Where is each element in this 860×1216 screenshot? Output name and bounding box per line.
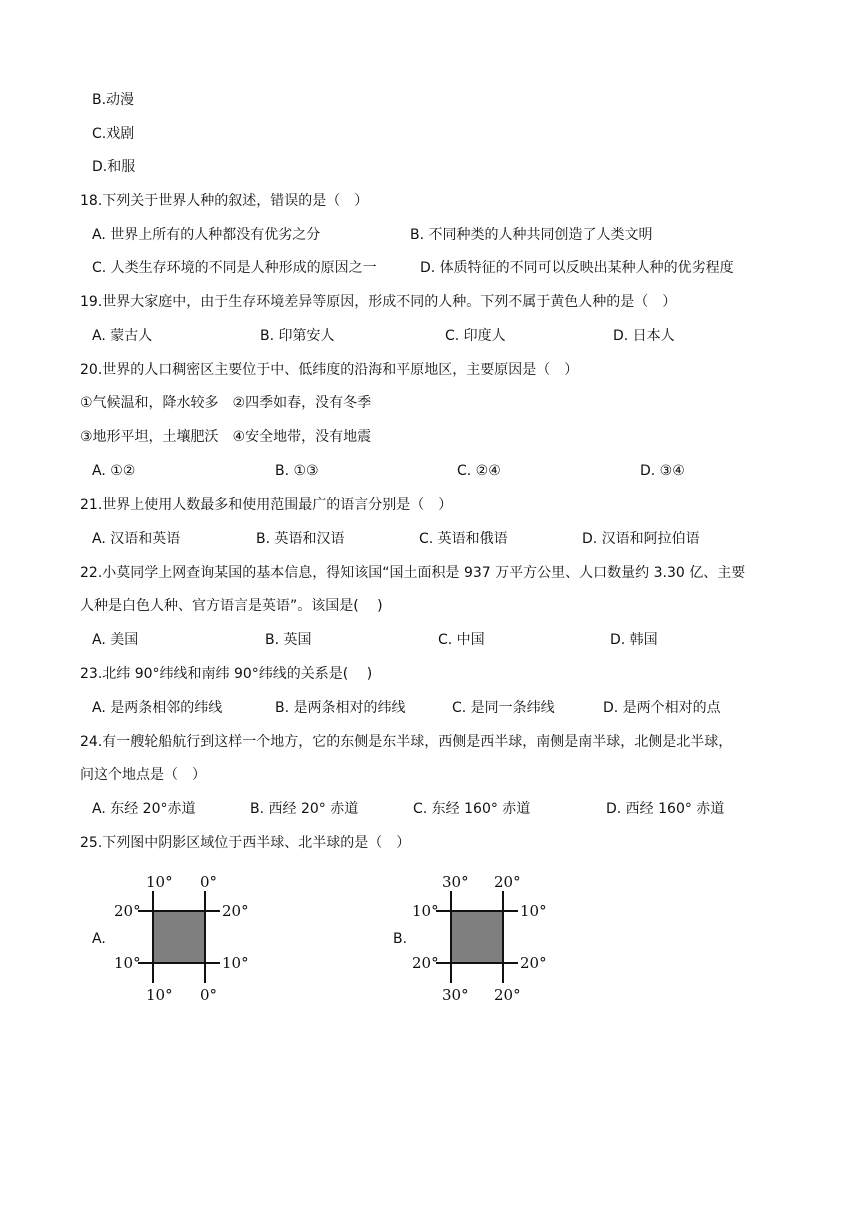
figure-a-bottom-right-label: 0° (200, 986, 218, 1004)
figure-a-left-top-label: 20° (114, 902, 141, 920)
q17-option-c: C.戏剧 (92, 126, 135, 142)
figure-b-top-left-label: 30° (442, 873, 469, 891)
figure-b-right-top-label: 10° (520, 902, 547, 920)
q22-stem-line1: 22.小莫同学上网查询某国的基本信息，得知该国“国土面积是 937 万平方公里、人口数量约 3.30 亿、主要 (80, 565, 746, 581)
q20-statements-2: ③地形平坦，土壤肥沃 ④安全地带，没有地震 (80, 429, 372, 445)
figure-a-grid-diagram (108, 868, 258, 1008)
figure-b-label: B. (393, 931, 408, 947)
figure-a-left-bottom-label: 10° (114, 954, 141, 972)
q23-stem: 23.北纬 90°纬线和南纬 90°纬线的关系是( ) (80, 666, 373, 682)
q19-option-a: A. 蒙古人 (92, 328, 153, 344)
figure-a-shaded-region (153, 911, 205, 963)
figure-b-shaded-region (451, 911, 503, 963)
q17-option-b: B.动漫 (92, 92, 135, 108)
q23-option-b: B. 是两条相对的纬线 (275, 700, 406, 716)
q21-option-a: A. 汉语和英语 (92, 531, 181, 547)
q18-stem: 18.下列关于世界人种的叙述，错误的是（ ） (80, 193, 369, 209)
q22-option-c: C. 中国 (438, 632, 485, 648)
q20-option-c: C. ②④ (457, 463, 501, 479)
q22-option-b: B. 英国 (265, 632, 312, 648)
q22-option-d: D. 韩国 (610, 632, 658, 648)
q24-stem-line1: 24.有一艘轮船航行到这样一个地方，它的东侧是东半球，西侧是西半球，南侧是南半球，北侧是北半球， (80, 734, 733, 750)
q20-option-b: B. ①③ (275, 463, 319, 479)
figure-b-bottom-left-label: 30° (442, 986, 469, 1004)
figure-a-label: A. (92, 931, 106, 947)
q18-option-b: B. 不同种类的人种共同创造了人类文明 (410, 227, 653, 243)
figure-b-left-top-label: 10° (412, 902, 439, 920)
q18-option-d: D. 体质特征的不同可以反映出某种人种的优劣程度 (420, 260, 734, 276)
figure-b-left-bottom-label: 20° (412, 954, 439, 972)
q21-stem: 21.世界上使用人数最多和使用范围最广的语言分别是（ ） (80, 497, 453, 513)
q23-option-c: C. 是同一条纬线 (452, 700, 555, 716)
q20-option-d: D. ③④ (640, 463, 685, 479)
q19-option-b: B. 印第安人 (260, 328, 335, 344)
q18-option-a: A. 世界上所有的人种都没有优劣之分 (92, 227, 321, 243)
q21-option-b: B. 英语和汉语 (256, 531, 345, 547)
figure-b-top-right-label: 20° (494, 873, 521, 891)
figure-a-top-right-label: 0° (200, 873, 218, 891)
q24-option-d: D. 西经 160° 赤道 (606, 801, 725, 817)
q19-option-c: C. 印度人 (445, 328, 506, 344)
q21-option-d: D. 汉语和阿拉伯语 (582, 531, 700, 547)
q23-option-d: D. 是两个相对的点 (603, 700, 721, 716)
q20-statements-1: ①气候温和，降水较多 ②四季如春，没有冬季 (80, 395, 372, 411)
figure-b-bottom-right-label: 20° (494, 986, 521, 1004)
q24-option-c: C. 东经 160° 赤道 (413, 801, 531, 817)
figure-b-right-bottom-label: 20° (520, 954, 547, 972)
q23-option-a: A. 是两条相邻的纬线 (92, 700, 223, 716)
q24-option-b: B. 西经 20° 赤道 (250, 801, 359, 817)
q18-option-c: C. 人类生存环境的不同是人种形成的原因之一 (92, 260, 377, 276)
q20-stem: 20.世界的人口稠密区主要位于中、低纬度的沿海和平原地区，主要原因是（ ） (80, 362, 579, 378)
q20-option-a: A. ①② (92, 463, 136, 479)
figure-a-top-left-label: 10° (146, 873, 173, 891)
q19-option-d: D. 日本人 (613, 328, 675, 344)
figure-a-right-bottom-label: 10° (222, 954, 249, 972)
q19-stem: 19.世界大家庭中，由于生存环境差异等原因，形成不同的人种。下列不属于黄色人种的是（ ） (80, 294, 677, 310)
q17-option-d: D.和服 (92, 159, 136, 175)
q25-stem: 25.下列图中阴影区域位于西半球、北半球的是（ ） (80, 835, 411, 851)
q22-stem-line2: 人种是白色人种、官方语言是英语”。该国是( ) (80, 598, 383, 614)
figure-a-right-top-label: 20° (222, 902, 249, 920)
q24-stem-line2: 问这个地点是（ ） (80, 767, 206, 783)
q24-option-a: A. 东经 20°赤道 (92, 801, 196, 817)
q21-option-c: C. 英语和俄语 (419, 531, 508, 547)
q22-option-a: A. 美国 (92, 632, 139, 648)
figure-b-grid-diagram (408, 868, 558, 1008)
figure-a-bottom-left-label: 10° (146, 986, 173, 1004)
